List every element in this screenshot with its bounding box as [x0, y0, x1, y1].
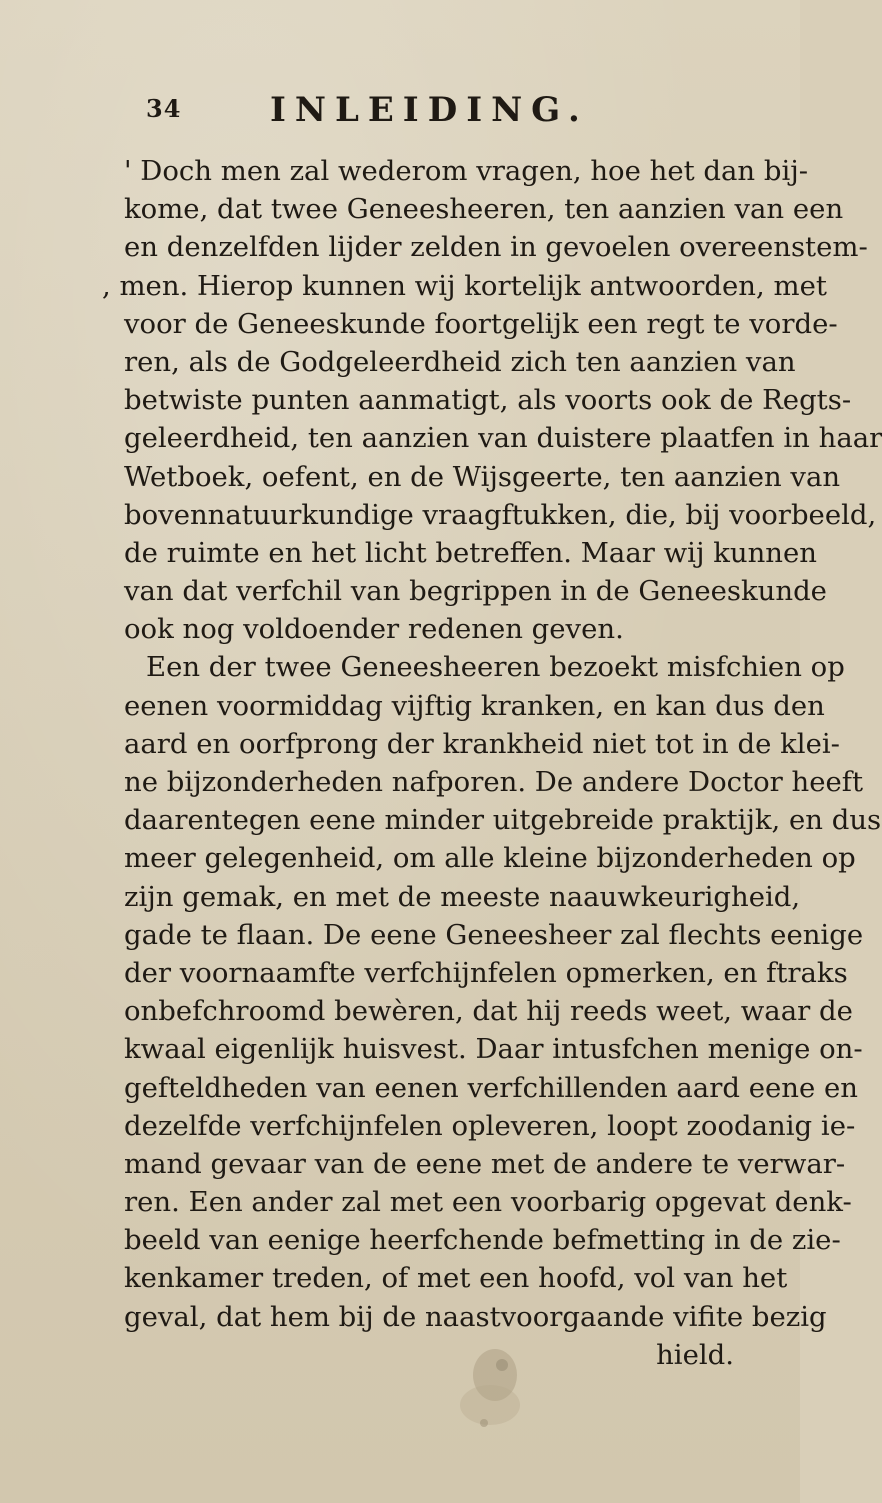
page-number: 34 [146, 94, 182, 123]
text-line: Een der twee Geneesheeren bezoekt misfchien op [146, 651, 845, 684]
text-line: eenen voormiddag vijftig kranken, en kan dus den [124, 689, 825, 722]
text-line: zijn gemak, en met de meeste naauwkeurigheid, [124, 880, 801, 913]
page-header [146, 90, 706, 134]
text-line: de ruimte en het licht betreffen. Maar wij kunnen [124, 536, 817, 569]
text-line: geval, dat hem bij de naastvoorgaande vifite bezig [124, 1300, 827, 1333]
text-line: Wetboek, oefent, en de Wijsgeerte, ten aanzien van [124, 460, 841, 493]
text-line: voor de Geneeskunde foortgelijk een regt te vorde- [124, 307, 838, 340]
text-line: , men. Hierop kunnen wij kortelijk antwoorden, met [102, 269, 827, 302]
text-line: kome, dat twee Geneesheeren, ten aanzien van een [124, 193, 844, 226]
text-line: beeld van eenige heerfchende befmetting in de zie- [124, 1224, 841, 1257]
text-line: meer gelegenheid, om alle kleine bijzonderheden op [124, 842, 856, 875]
text-line: betwiste punten aanmatigt, als voorts ook de Regts- [124, 384, 852, 417]
text-line: der voornaamfte verfchijnfelen opmerken, en ftraks [124, 956, 848, 989]
text-line: dezelfde verfchijnfelen opleveren, loopt zoodanig ie- [124, 1109, 856, 1142]
text-line: kenkamer treden, of met een hoofd, vol van het [124, 1262, 788, 1295]
ink-smudge-mark [440, 1335, 550, 1445]
text-line: bovennatuurkundige vraagftukken, die, bij voorbeeld, [124, 498, 877, 531]
text-line: ook nog voldoender redenen geven. [124, 613, 624, 646]
text-line: gefteldheden van eenen verfchillenden aard eene en [124, 1071, 858, 1104]
text-line: en denzelfden lijder zelden in gevoelen overeenstem- [124, 231, 868, 264]
text-line: daarentegen eene minder uitgebreide praktijk, en dus [124, 804, 882, 837]
text-line: kwaal eigenlijk huisvest. Daar intusfchen menige on- [124, 1033, 863, 1066]
text-line: hield. [656, 1338, 734, 1371]
text-line: ' Doch men zal wederom vragen, hoe het dan bij- [124, 155, 809, 187]
text-line: ren, als de Godgeleerdheid zich ten aanzien van [124, 345, 796, 378]
text-line: gade te flaan. De eene Geneesheer zal flechts eenige [124, 918, 864, 951]
text-line: aard en oorfprong der krankheid niet tot in de klei- [124, 727, 840, 760]
text-line: van dat verfchil van begrippen in de Geneeskunde [124, 575, 827, 608]
body-text [102, 152, 882, 1374]
text-line: onbefchroomd bewèren, dat hij reeds weet, waar de [124, 995, 853, 1028]
text-line: ren. Een ander zal met een voorbarig opgevat denk- [124, 1186, 852, 1219]
text-line: mand gevaar van de eene met de andere te verwar- [124, 1147, 846, 1180]
text-line: geleerdheid, ten aanzien van duistere plaatfen in haar [124, 422, 882, 455]
text-line: ne bijzonderheden nafporen. De andere Doctor heeft [124, 766, 864, 798]
running-title: INLEIDING. [270, 90, 589, 130]
